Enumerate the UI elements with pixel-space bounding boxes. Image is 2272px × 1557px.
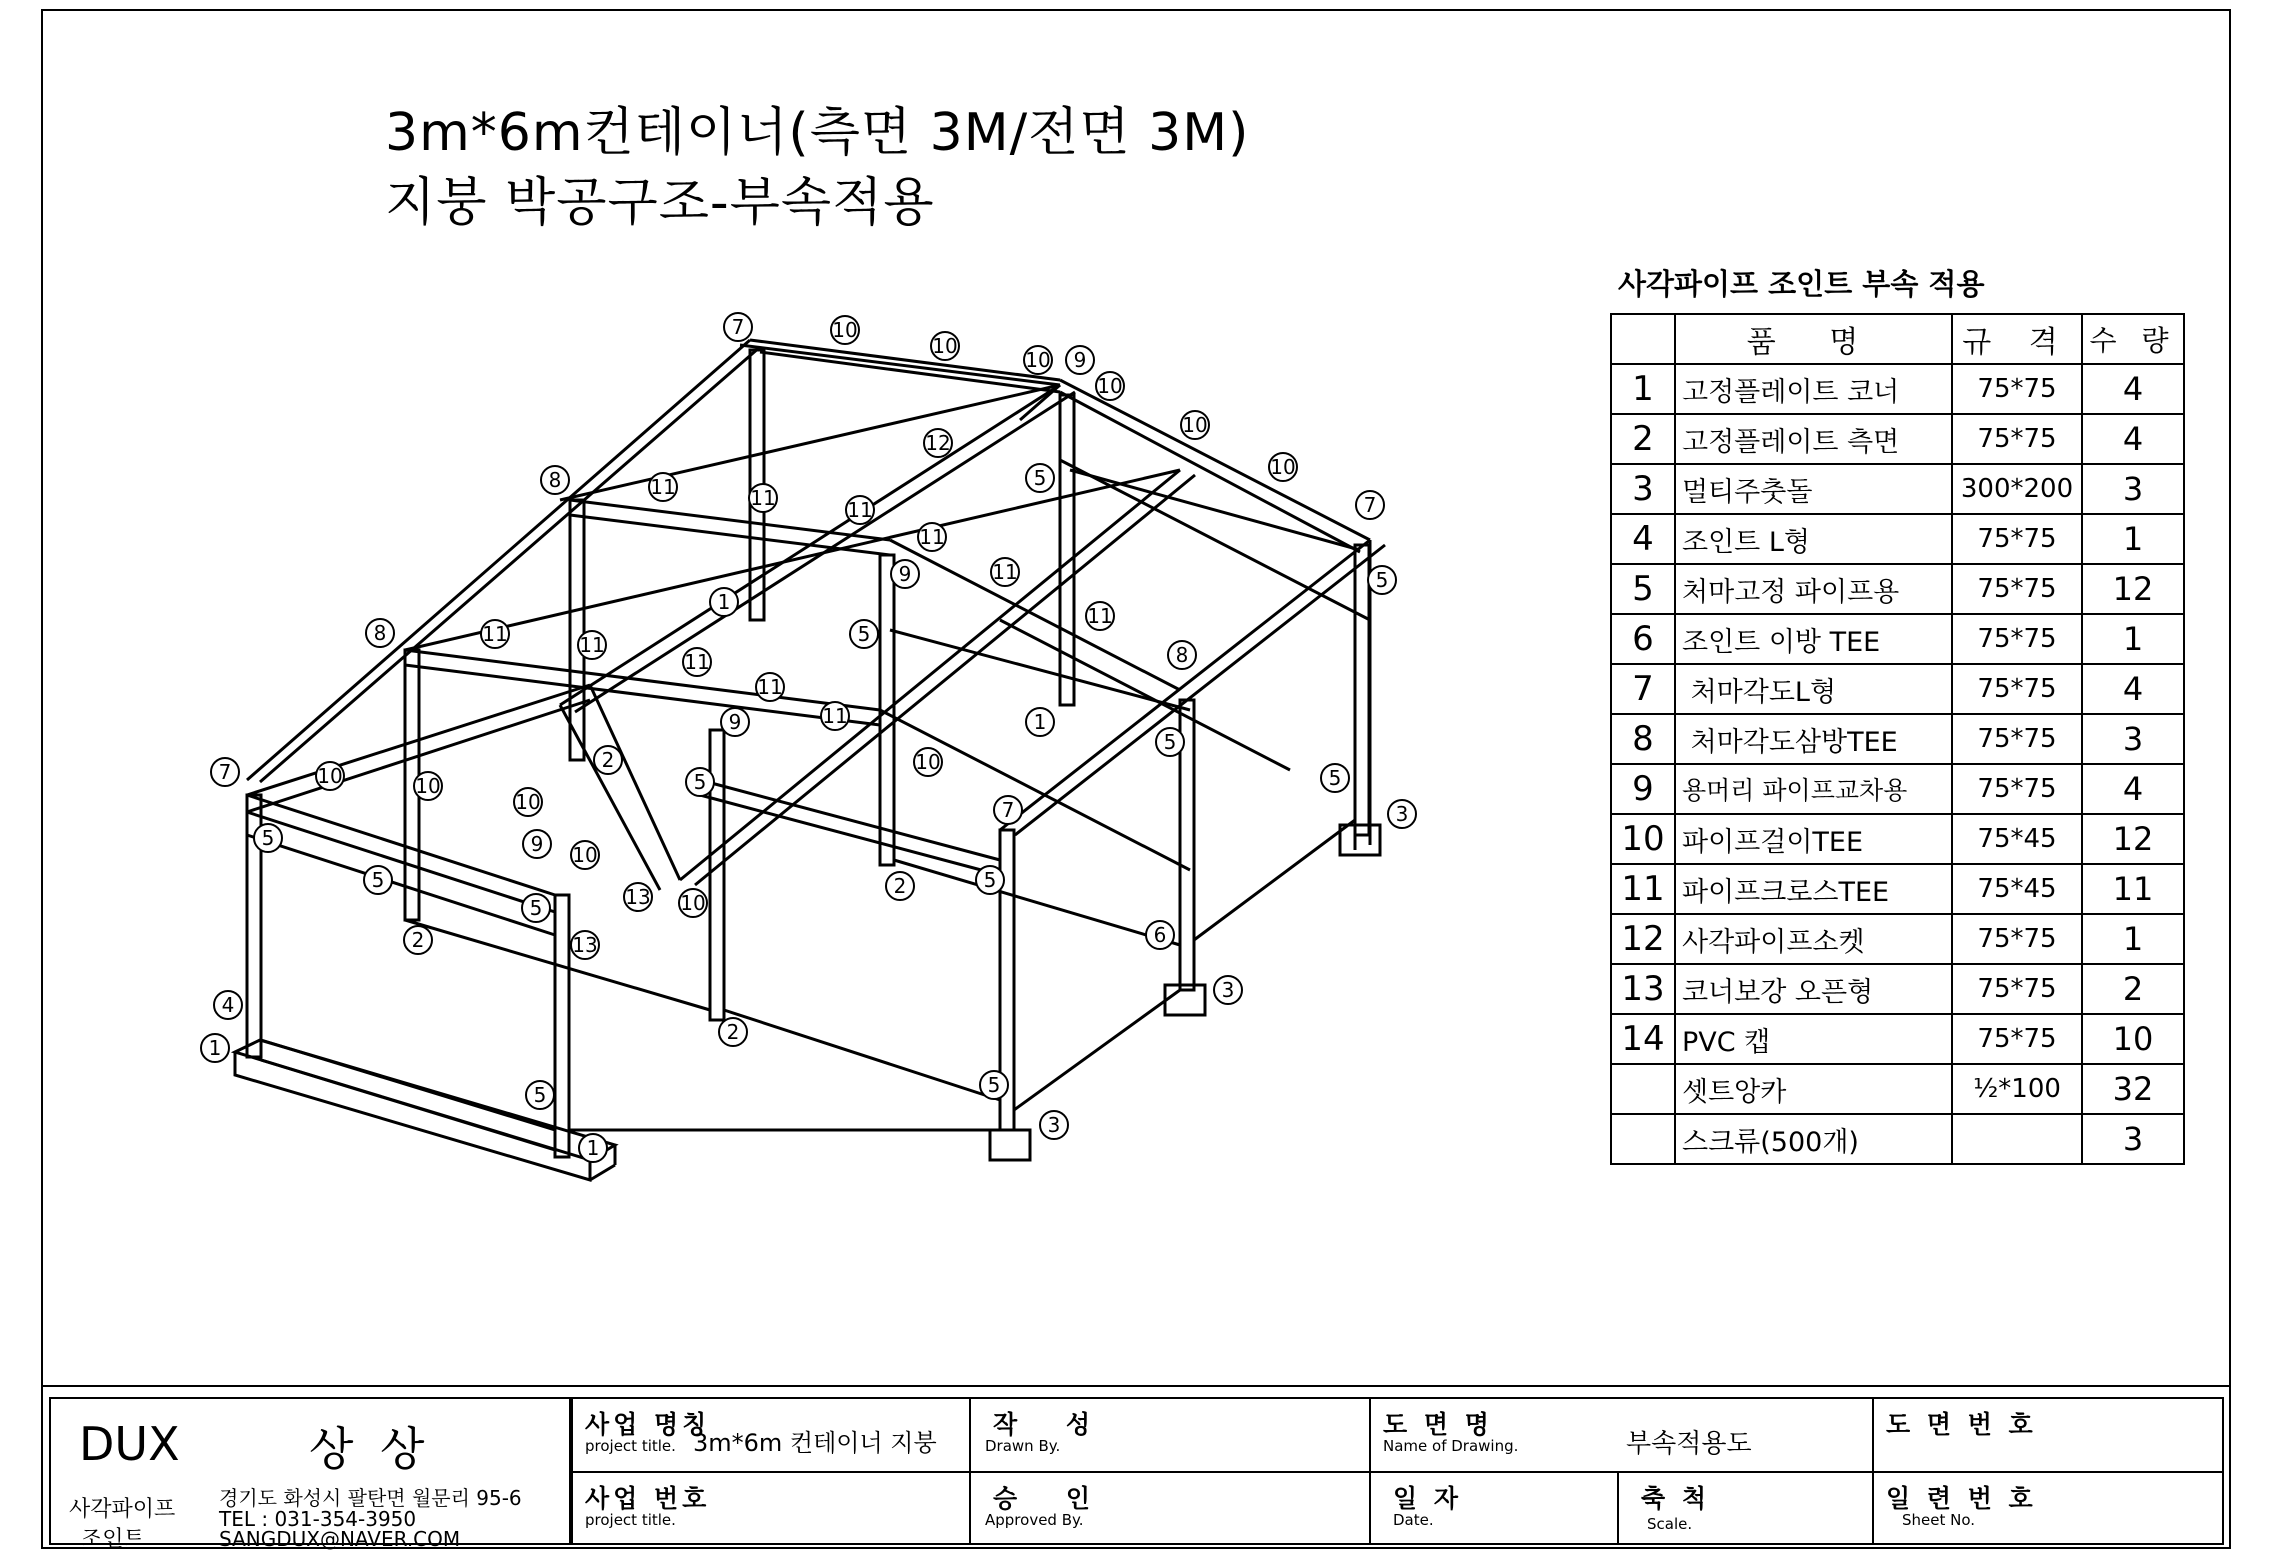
row-no: 9 [1611,764,1675,814]
row-spec: 75*75 [1952,414,2082,464]
row-no: 12 [1611,914,1675,964]
callout-12 [924,429,952,457]
svg-text:10: 10 [1025,348,1051,372]
svg-text:10: 10 [515,790,541,814]
parts-table-header [1611,314,2184,364]
row-no: 13 [1611,964,1675,1014]
row-qty: 11 [2082,864,2184,914]
scale-cell [1617,1471,1874,1545]
svg-text:9: 9 [728,710,742,734]
callout-10-a [831,316,859,344]
svg-text:8: 8 [548,468,562,492]
callout-8-b [366,619,394,647]
callout-5-k [526,1081,554,1109]
row-no [1611,1064,1675,1114]
callout-2-d [719,1018,747,1046]
callout-10-f [1269,453,1297,481]
row-spec: 75*75 [1952,514,2082,564]
company-name: 상 상 [309,1422,431,1476]
svg-text:8: 8 [1175,643,1189,667]
table-row [1611,964,2184,1014]
callout-11-d [918,523,946,551]
row-qty: 4 [2082,764,2184,814]
svg-text:3: 3 [1047,1113,1061,1137]
callout-5-g [254,824,282,852]
callout-2-a [594,746,622,774]
drawn-by-label: 작 성 [993,1410,1111,1439]
callout-5-a [1368,566,1396,594]
svg-text:1: 1 [1033,710,1047,734]
row-no: 5 [1611,564,1675,614]
callout-10-i [514,788,542,816]
brand-line1: 사각파이프 [69,1497,176,1522]
drawing-no-cell [1872,1397,2224,1473]
company-tel: TEL : 031-354-3950 [219,1507,417,1531]
row-spec: 75*75 [1952,1014,2082,1064]
row-no: 8 [1611,714,1675,764]
row-no: 14 [1611,1014,1675,1064]
callout-1-c [201,1034,229,1062]
parts-table [1610,313,2185,1165]
table-row [1611,1114,2184,1164]
row-name: 고정플레이트 측면 [1675,414,1952,464]
row-qty: 3 [2082,464,2184,514]
callout-7-a [724,313,752,341]
project-title-cell [571,1397,971,1473]
approved-by-sub: Approved By. [985,1511,1084,1529]
callout-5-l [980,1071,1008,1099]
callout-3-a [1388,800,1416,828]
row-no: 1 [1611,364,1675,414]
company-address: 경기도 화성시 팔탄면 월문리 95-6 [219,1486,522,1510]
callout-3-b [1214,976,1242,1004]
row-name: 처마각도L형 [1675,664,1952,714]
row-qty: 3 [2082,1114,2184,1164]
date-sub: Date. [1393,1511,1434,1529]
scale-label: 축 척 [1641,1484,1711,1513]
svg-text:5: 5 [533,1083,547,1107]
callout-11-j [756,673,784,701]
sheet-no-cell [1872,1471,2224,1545]
row-qty: 1 [2082,914,2184,964]
table-row [1611,564,2184,614]
row-spec: 75*75 [1952,914,2082,964]
row-spec: 75*45 [1952,864,2082,914]
callout-10-b [931,332,959,360]
callout-1-a [710,588,738,616]
project-no-label: 사업 번호 [585,1484,711,1513]
svg-text:2: 2 [726,1020,740,1044]
svg-text:6: 6 [1153,923,1167,947]
row-spec: 75*75 [1952,764,2082,814]
callout-5-e [686,768,714,796]
scale-sub: Scale. [1647,1515,1693,1533]
svg-text:2: 2 [411,928,425,952]
callout-10-c [1024,346,1052,374]
row-name: 파이프크로스TEE [1675,864,1952,914]
callout-5-c [850,620,878,648]
table-row [1611,714,2184,764]
svg-text:11: 11 [757,675,783,699]
row-spec: ½*100 [1952,1064,2082,1114]
project-title-label: 사업 명칭 [585,1410,711,1439]
svg-text:10: 10 [932,334,958,358]
svg-text:13: 13 [625,885,651,909]
callout-10-h [414,772,442,800]
drawing-title-line2: 지붕 박공구조-부속적용 [385,173,935,233]
svg-text:7: 7 [1363,493,1377,517]
header-name: 품 명 [1675,314,1952,364]
company-cell [49,1397,571,1552]
svg-text:10: 10 [1097,374,1123,398]
row-name: 코너보강 오픈형 [1675,964,1952,1014]
row-no: 10 [1611,814,1675,864]
row-qty: 4 [2082,414,2184,464]
callout-8-a [541,466,569,494]
svg-text:5: 5 [261,826,275,850]
svg-text:9: 9 [1073,348,1087,372]
row-spec: 75*75 [1952,714,2082,764]
callout-10-l [679,889,707,917]
svg-text:10: 10 [915,750,941,774]
svg-text:5: 5 [1375,568,1389,592]
callout-7-b [1356,491,1384,519]
table-row [1611,864,2184,914]
svg-text:11: 11 [750,486,776,510]
svg-text:11: 11 [684,650,710,674]
callout-5-h [364,866,392,894]
callout-11-c [846,496,874,524]
svg-text:5: 5 [987,1073,1001,1097]
callout-5-d [1156,728,1184,756]
svg-text:5: 5 [1328,766,1342,790]
callout-11-b [749,484,777,512]
row-name: 사각파이프소켓 [1675,914,1952,964]
title-block [41,1385,2231,1551]
row-name: 조인트 L형 [1675,514,1952,564]
svg-text:11: 11 [847,498,873,522]
callout-11-f [1086,602,1114,630]
approved-by-cell [969,1471,1371,1545]
base-slab-edge [235,1052,590,1180]
drawing-name-cell [1369,1397,1874,1473]
sheet-no-label: 일 련 번 호 [1886,1484,2037,1513]
drawing-title-line1: 3m*6m컨테이너(측면 3M/전면 3M) [385,103,1250,163]
svg-text:2: 2 [601,748,615,772]
row-name: 파이프걸이TEE [1675,814,1952,864]
table-row [1611,1064,2184,1114]
svg-text:10: 10 [680,891,706,915]
svg-text:11: 11 [1087,604,1113,628]
approved-by-label: 승 인 [993,1484,1111,1513]
svg-text:1: 1 [586,1136,600,1160]
svg-text:10: 10 [1182,413,1208,437]
svg-text:4: 4 [221,993,235,1017]
callout-9-c [721,708,749,736]
row-qty: 1 [2082,614,2184,664]
table-row [1611,764,2184,814]
header-no-cell [1611,314,1675,364]
svg-text:10: 10 [1270,455,1296,479]
drawing-name-sub: Name of Drawing. [1383,1437,1519,1455]
callout-3-c [1040,1111,1068,1139]
svg-text:13: 13 [572,933,598,957]
row-qty: 32 [2082,1064,2184,1114]
row-name: 조인트 이방 TEE [1675,614,1952,664]
project-title-value: 3m*6m 컨테이너 지붕 [693,1429,937,1457]
callout-10-g [316,762,344,790]
row-no: 3 [1611,464,1675,514]
table-row [1611,664,2184,714]
callout-10-e [1181,411,1209,439]
table-row [1611,914,2184,964]
callout-1-d [579,1134,607,1162]
sheet-no-sub: Sheet No. [1902,1511,1976,1529]
svg-text:11: 11 [579,633,605,657]
svg-text:9: 9 [898,562,912,586]
row-name: PVC 캡 [1675,1014,1952,1064]
row-name: 셋트앙카 [1675,1064,1952,1114]
callout-11-a [649,473,677,501]
row-spec: 75*75 [1952,364,2082,414]
svg-text:12: 12 [925,431,951,455]
svg-text:11: 11 [992,560,1018,584]
callout-5-b [1026,464,1054,492]
table-row [1611,364,2184,414]
drawing-name-value: 부속적용도 [1626,1429,1752,1459]
row-no [1611,1114,1675,1164]
drawing-name-label: 도 면 명 [1383,1410,1493,1439]
callout-9-d [523,830,551,858]
drawing-no-label: 도 면 번 호 [1886,1410,2037,1439]
row-spec: 75*75 [1952,964,2082,1014]
row-no: 4 [1611,514,1675,564]
svg-text:5: 5 [371,868,385,892]
callout-11-g [481,620,509,648]
structure-lines [235,340,1385,1180]
row-spec: 75*75 [1952,614,2082,664]
date-cell [1369,1471,1619,1545]
svg-text:11: 11 [482,622,508,646]
svg-text:3: 3 [1221,978,1235,1002]
project-no-sub: project title. [585,1511,676,1529]
callout-markers [201,313,1416,1162]
row-name: 처마고정 파이프용 [1675,564,1952,614]
svg-text:5: 5 [983,868,997,892]
drawn-by-cell [969,1397,1371,1473]
callout-7-d [994,796,1022,824]
row-no: 11 [1611,864,1675,914]
callout-11-e [991,558,1019,586]
project-no-cell [571,1471,971,1545]
row-spec: 75*75 [1952,564,2082,614]
row-qty: 3 [2082,714,2184,764]
row-name: 스크류(500개) [1675,1114,1952,1164]
row-spec: 75*45 [1952,814,2082,864]
base-slab [235,1040,615,1160]
svg-text:10: 10 [832,318,858,342]
row-qty: 12 [2082,564,2184,614]
callout-5-i [522,894,550,922]
header-spec: 규 격 [1952,314,2082,364]
header-qty: 수 량 [2082,314,2184,364]
row-qty: 10 [2082,1014,2184,1064]
callout-9-a [1066,346,1094,374]
table-row [1611,614,2184,664]
table-row [1611,1014,2184,1064]
row-spec: 75*75 [1952,664,2082,714]
svg-text:5: 5 [529,896,543,920]
callout-5-j [976,866,1004,894]
svg-text:7: 7 [218,760,232,784]
svg-text:2: 2 [893,874,907,898]
row-no: 6 [1611,614,1675,664]
row-spec [1952,1114,2082,1164]
callout-4 [214,991,242,1019]
svg-text:3: 3 [1395,802,1409,826]
svg-text:11: 11 [650,475,676,499]
callout-8-c [1168,641,1196,669]
svg-text:7: 7 [1001,798,1015,822]
svg-text:5: 5 [857,622,871,646]
company-email: SANGDUX@NAVER.COM [219,1527,461,1551]
svg-text:11: 11 [822,704,848,728]
svg-text:5: 5 [693,770,707,794]
callout-7-c [211,758,239,786]
callout-13-a [624,883,652,911]
svg-text:1: 1 [717,590,731,614]
svg-text:5: 5 [1033,466,1047,490]
svg-text:11: 11 [919,525,945,549]
drawn-by-sub: Drawn By. [985,1437,1061,1455]
svg-text:8: 8 [373,621,387,645]
table-row [1611,414,2184,464]
svg-text:10: 10 [572,843,598,867]
parts-table-caption: 사각파이프 조인트 부속 적용 [1618,267,1985,301]
callout-6 [1146,921,1174,949]
row-name: 멀티주춧돌 [1675,464,1952,514]
callout-9-b [891,560,919,588]
row-qty: 2 [2082,964,2184,1014]
row-no: 2 [1611,414,1675,464]
callout-10-j [914,748,942,776]
table-row [1611,814,2184,864]
table-row [1611,514,2184,564]
callout-1-b [1026,708,1054,736]
table-row [1611,464,2184,514]
row-name: 용머리 파이프교차용 [1675,764,1952,814]
row-qty: 4 [2082,364,2184,414]
svg-text:1: 1 [208,1036,222,1060]
callout-13-b [571,931,599,959]
callout-10-d [1096,372,1124,400]
row-spec: 300*200 [1952,464,2082,514]
row-qty: 4 [2082,664,2184,714]
row-name: 처마각도삼방TEE [1675,714,1952,764]
company-logo-text: DUX [79,1417,180,1471]
row-no: 7 [1611,664,1675,714]
callout-2-c [404,926,432,954]
row-qty: 12 [2082,814,2184,864]
svg-text:7: 7 [731,315,745,339]
callout-5-f [1321,764,1349,792]
date-label: 일 자 [1393,1484,1463,1513]
svg-text:9: 9 [530,832,544,856]
row-qty: 1 [2082,514,2184,564]
row-name: 고정플레이트 코너 [1675,364,1952,414]
callout-11-h [578,631,606,659]
svg-text:10: 10 [317,764,343,788]
brand-line2: 조인트 [81,1527,145,1552]
project-title-sub: project title. [585,1437,676,1455]
svg-text:5: 5 [1163,730,1177,754]
svg-text:10: 10 [415,774,441,798]
callout-2-b [886,872,914,900]
callout-10-k [571,841,599,869]
callout-11-k [821,702,849,730]
callout-11-i [683,648,711,676]
